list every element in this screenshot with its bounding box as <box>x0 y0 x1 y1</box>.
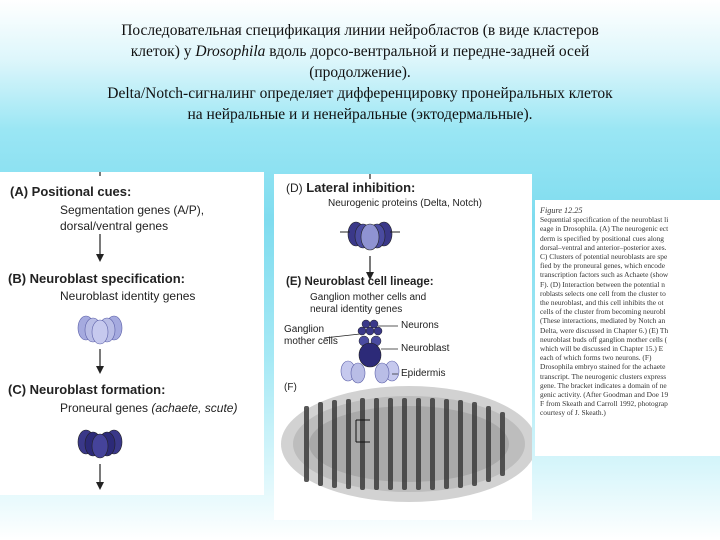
cell-cluster-c <box>78 430 122 458</box>
caption-line: Delta, were discussed in Chapter 6.) (E) Th <box>540 325 669 335</box>
cell-cluster-b <box>78 316 122 344</box>
caption-line: F from Skeath and Carroll 1992, photograp <box>540 399 668 409</box>
label-neurons: Neurons <box>401 320 439 331</box>
title-line-3: (продолжение). <box>309 64 411 81</box>
title-line-4: Delta/Notch-сигналинг определяет дифференцировку пронейральных клеток <box>107 85 613 102</box>
arrowhead-b-to-c <box>96 366 104 374</box>
heading-d-text: Lateral inhibition: <box>306 180 416 195</box>
figure-panel-middle <box>274 174 532 520</box>
heading-e-neuroblast-cell-lineage: (E) Neuroblast cell lineage: <box>286 276 434 288</box>
caption-line: Drosophila embryo stained for the achaete <box>540 362 666 372</box>
caption-line: courtesy of J. Skeath.) <box>540 408 606 418</box>
title-line-2-part-2: вдоль дорсо-вентральной и передне-задней осей <box>265 43 590 60</box>
text-segmentation-genes: Segmentation genes (A/P), <box>60 203 205 217</box>
text-proneural-genes-label: Proneural genes <box>60 401 152 415</box>
heading-a-positional-cues: (A) Positional cues: <box>10 184 132 199</box>
cell-cluster-d-lateral-inhibition <box>348 222 392 250</box>
embryo-photo-f <box>281 386 532 502</box>
achaete-stripes <box>304 398 505 490</box>
caption-line: (These interactions, mediated by Notch an <box>540 316 666 326</box>
label-ganglion: Ganglion <box>284 324 325 335</box>
text-proneural-genes <box>60 401 237 415</box>
label-mother-cells: mother cells <box>284 336 338 347</box>
caption-line: F). (D) Interaction between the potential n <box>540 279 665 289</box>
figure-caption-panel <box>535 200 720 456</box>
caption-line: roblasts selects one cell from the cluster to <box>540 288 666 298</box>
heading-d-lateral-inhibition <box>286 180 415 195</box>
text-neuroblast-identity-genes: Neuroblast identity genes <box>60 289 196 303</box>
caption-line: derm is specified by positional cues along <box>540 233 664 243</box>
label-f: (F) <box>284 382 297 393</box>
label-neuroblast: Neuroblast <box>401 343 450 354</box>
figure-panel-left <box>0 172 264 495</box>
label-epidermis: Epidermis <box>401 368 446 379</box>
neuroblast-lineage-e <box>341 320 399 383</box>
figure-caption <box>540 206 720 418</box>
caption-line: dorsal–ventral and anterior–posterior axes. <box>540 242 667 252</box>
heading-c-neuroblast-formation: (C) Neuroblast formation: <box>8 382 166 397</box>
arrowhead-c-down <box>96 482 104 490</box>
text-neural-identity-genes: neural identity genes <box>310 304 403 315</box>
caption-line: which will be discussed in Chapter 15.) E <box>540 344 664 354</box>
caption-line: each of which forms two neurons. (F) <box>540 353 652 363</box>
caption-line: gene. The bracket indicates a domain of ne <box>540 380 667 390</box>
caption-line: transcript. The neurogenic clusters express <box>540 371 667 381</box>
caption-line: C) Clusters of potential neuroblasts are spe <box>540 252 668 262</box>
title-line-2-part-1: клеток) у <box>130 43 196 60</box>
text-gmc-and-identity-genes: Ganglion mother cells and <box>310 292 427 303</box>
slide-title <box>20 20 700 125</box>
caption-line: the neuroblast, and this cell inhibits the ot <box>540 298 664 308</box>
text-achaete-scute: (achaete, scute) <box>151 401 238 415</box>
title-line-5: на нейральные и и ненейральные (эктодермальные). <box>187 106 533 123</box>
caption-line: cells of the cluster from becoming neurobl <box>540 307 666 317</box>
heading-d-letter: (D) <box>286 181 303 195</box>
caption-line: Sequential specification of the neuroblast li <box>540 215 669 225</box>
caption-line: neuroblast buds off ganglion mother cells ( <box>540 334 668 344</box>
caption-line: eage in Drosophila. (A) The neurogenic ect <box>540 224 669 234</box>
caption-line: genic activity. (After Goodman and Doe 19 <box>540 390 669 400</box>
title-line-2 <box>20 41 700 62</box>
title-line-1: Последовательная спецификация линии нейробластов (в виде кластеров <box>121 22 599 39</box>
title-species-italic: Drosophila <box>195 43 266 60</box>
text-neurogenic-proteins: Neurogenic proteins (Delta, Notch) <box>328 198 482 209</box>
caption-title: Figure 12.25 <box>540 206 583 215</box>
text-dorsal-ventral-genes: dorsal/ventral genes <box>60 219 169 233</box>
arrowhead-a-to-b <box>96 254 104 262</box>
caption-line: fied by the proneural genes, which encode <box>540 261 665 271</box>
caption-line: transcription factors such as Achaete (show <box>540 270 669 280</box>
heading-b-neuroblast-specification: (B) Neuroblast specification: <box>8 271 185 286</box>
